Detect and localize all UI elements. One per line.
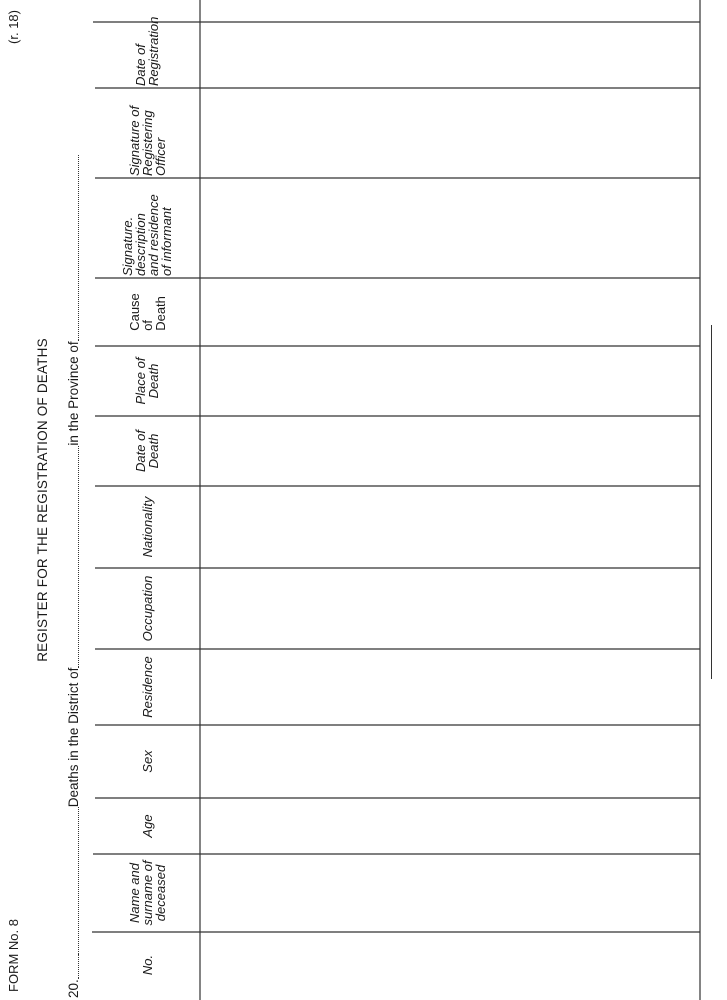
deaths-in-district-label: Deaths in the District of xyxy=(66,667,81,808)
col-header-cause-of-death: Cause of Death xyxy=(126,293,168,331)
rule-reference: (r. 18) xyxy=(6,10,21,44)
col-header-sex: Sex xyxy=(139,750,155,773)
col-header-residence: Residence xyxy=(139,656,155,718)
col-header-no: No. xyxy=(139,954,155,976)
margin-rule-line xyxy=(711,325,712,679)
in-province-label: in the Province of xyxy=(66,341,81,446)
col-header-name: Name and surname of deceased xyxy=(126,860,168,926)
page-title: REGISTER FOR THE REGISTRATION OF DEATHS xyxy=(35,338,50,662)
col-header-age: Age xyxy=(139,814,155,838)
col-header-nationality: Nationality xyxy=(139,496,155,558)
col-header-registering-officer: Signature of Registering Officer xyxy=(126,105,168,176)
col-header-place-of-death: Place of Death xyxy=(133,357,161,405)
year-prefix: 20. xyxy=(66,979,81,998)
col-header-informant: Signature. description and residence of informant xyxy=(120,194,174,276)
form-number: FORM No. 8 xyxy=(6,919,21,992)
col-header-date-of-registration: Date of Registration xyxy=(133,16,161,86)
col-header-date-of-death: Date of Death xyxy=(133,430,161,472)
col-header-occupation: Occupation xyxy=(139,575,155,642)
